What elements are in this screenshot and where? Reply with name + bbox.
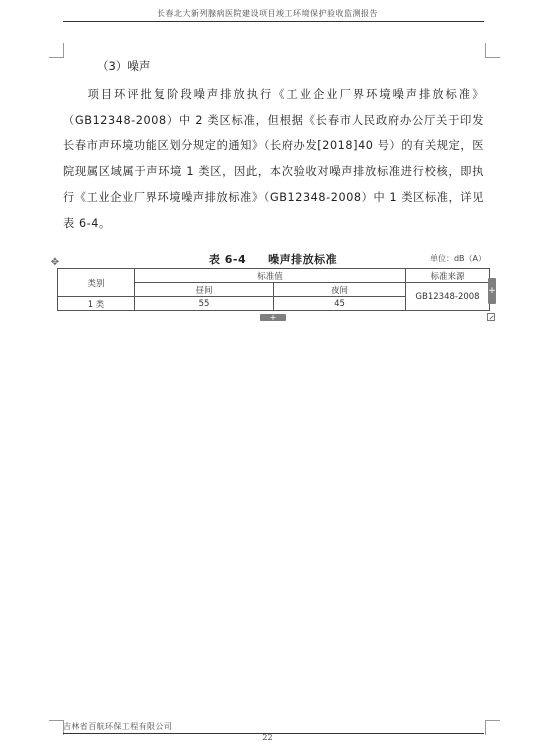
crop-mark-top-left bbox=[49, 43, 64, 58]
body-paragraph[interactable]: 项目环评批复阶段噪声排放执行《工业企业厂界环境噪声排放标准》（GB12348-2008）中 2 类区标准，但根据《长春市人民政府办公厅关于印发长春市声环境功能区划分规定的通知》（长府办发[2018]40 号）的有关规定，医院现属区域属于声环境 1 类区，因此，本次验收对噪声排放标准进行校核，即执行《工业企业厂界环境噪声排放标准》（GB12348-2008）中 1 类区标准，详见表 6-4。 bbox=[63, 88, 484, 230]
header-night-cell[interactable]: 夜间 bbox=[274, 283, 406, 297]
table-move-handle-icon[interactable]: ✥ bbox=[50, 257, 60, 268]
footer-company: 吉林省百航环保工程有限公司 bbox=[63, 722, 173, 731]
table-header-row bbox=[58, 269, 490, 283]
crop-mark-top-right bbox=[485, 43, 500, 58]
night-value-cell[interactable]: 45 bbox=[274, 297, 406, 311]
section-heading: （3）噪声 bbox=[97, 59, 151, 73]
header-category-cell[interactable]: 类别 bbox=[58, 269, 135, 297]
header-limit-cell[interactable]: 标准值 bbox=[135, 269, 406, 283]
source-value-cell[interactable]: GB12348-2008 bbox=[406, 283, 490, 311]
add-row-button[interactable]: + bbox=[260, 314, 286, 321]
table-caption-title: 噪声排放标准 bbox=[268, 253, 338, 266]
table-unit-label: 单位：dB（A） bbox=[429, 254, 486, 263]
table-caption-row bbox=[58, 251, 488, 267]
day-value-cell[interactable]: 55 bbox=[135, 297, 274, 311]
category-value-cell[interactable]: 1 类 bbox=[58, 297, 135, 311]
header-rule bbox=[63, 21, 484, 22]
table-resize-handle-icon[interactable] bbox=[487, 313, 495, 321]
table-caption bbox=[58, 251, 488, 267]
page-number: 22 bbox=[262, 733, 273, 742]
add-column-button[interactable]: + bbox=[488, 278, 496, 304]
header-source-cell[interactable]: 标准来源 bbox=[406, 269, 490, 283]
page-header: 长春北大新列腺病医院建设项目竣工环境保护验收监测报告 bbox=[157, 9, 378, 18]
noise-standard-table[interactable] bbox=[57, 268, 490, 311]
table-caption-number: 表 6-4 bbox=[208, 253, 247, 266]
header-day-cell[interactable]: 昼间 bbox=[135, 283, 274, 297]
